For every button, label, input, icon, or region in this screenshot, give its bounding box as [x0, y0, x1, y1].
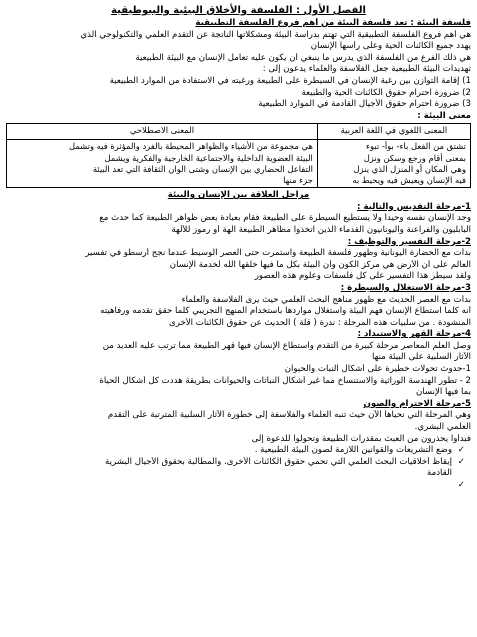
list-item: 1) إقامة التوازن بين رغبة الإنسان في السيطرة على الطبيعة ورغبته في الاستفادة من الموارد الطبيعية [109, 75, 471, 86]
cell-line: بمعنى أقام ورجع وسكن ونزل [363, 152, 466, 163]
text-line: بدأت مع الحضارة اليونانية وظهور فلسفة الطبيعة واستمرت حتى العصر الوسيط عندما نجح أرسطو في تفسير [85, 248, 471, 259]
cell-line: تشتق من الفعل باء- بوأ- تبوء [366, 141, 466, 152]
technical-meaning-cell [7, 140, 318, 188]
bullet-text: إيقاظ أخلاقيات البحث العلمي التي تحمي حقوق الكائنات الأخرى. والمطالبة بحقوق الأجيال البشرية [105, 456, 452, 467]
chapter-title: الفصل الأول : الفلسفة والأخلاق البيئية والبيوطيقية [111, 5, 366, 16]
text-line: بما فيها الإنسان [416, 387, 471, 398]
text-line: العالم على أن الأرض هي مركز الكون وأن البيئة بكل ما فيها خلقها الله لخدمة الإنسان [169, 259, 471, 270]
text-line: هي أهم فروع الفلسفة التطبيقية التي تهتم بدراسة البيئة ومشكلاتها الناتجة عن التقدم العلمي والتكنولوجي الذي [80, 29, 471, 40]
text-line: وهي المرحلة التي نحياها الآن حيث تنبه العلماء والفلاسفة إلى خطورة الآثار السلبية المترتبة على التقدم [107, 410, 471, 421]
text-line: وجد الإنسان نفسه وحيدا ولا يستطيع السيطرة على الطبيعة فقام بعبادة بعض ظواهر الطبيعة كما حدث مع [99, 213, 471, 224]
cell-line: هي مجموعة من الأشياء والظواهر المحيطة بالفرد والمؤثرة فيه وتشمل [68, 141, 313, 152]
text-line: المنشودة . من سلبيات هذه المرحلة : ندرة ( قلة ) الحديث عن حقوق الكائنات الأخرى [168, 317, 471, 328]
text-line: يهدد جميع الكائنات الحية وعلى رأسها الإنسان [310, 41, 471, 52]
checkmark-icon: ✓ [457, 456, 465, 467]
bullet-item [6, 445, 471, 457]
table-header-linguistic: المعنى اللغوي في اللغة العربية [317, 124, 470, 140]
bullet-text: وضع التشريعات والقوانين اللازمة لصون البيئة الطبيعية . [254, 445, 452, 456]
bullet-item [6, 457, 471, 469]
text-line: الآثار السلبية على البيئة منها [372, 352, 471, 363]
list-item: 2) ضرورة احترام حقوق الكائنات الحية والطبيعة [301, 87, 471, 98]
cell-line: التفاعل الحضاري بين الإنسان وشتى الوان الثقافة التي تعد البيئة [92, 163, 313, 174]
stage-title: 5-مرحلة الاحترام والصون [363, 398, 471, 409]
text-line: العلمي البشري. [414, 422, 471, 433]
env-philosophy-heading: فلسفة البيئة : تعد فلسفة البيئة من أهم فروع الفلسفة التطبيقية [195, 18, 471, 28]
stage-title: 2-مرحلة التفسير والتوظيف : [347, 236, 471, 247]
stage-title: 3-مرحلة الاستغلال والسيطرة : [340, 282, 471, 293]
text-line: فبدأوا يحذرون من العبث بمقدرات الطبيعة وتحولوا للدعوة إلى [251, 433, 471, 444]
text-line: هي ذلك الفرع من الفلسفة الذي يدرس ما ينبغي أن يكون عليه تعامل الإنسان مع البيئة الطبيعية [135, 52, 471, 63]
text-line: بدأت مع العصر الحديث مع ظهور مناهج البحث العلمي حيث يرى الفلاسفة والعلماء [181, 294, 471, 305]
bullet-item [6, 480, 471, 492]
text-line: ولقد سيطر هذا التفسير على كل فلسفات وعلوم هذه العصور [254, 271, 471, 282]
text-line: 1-حدوث تحولات خطيرة على أشكال النبات والحيوان [284, 364, 471, 375]
text-line: أنه كلما استطاع الإنسان فهم البيئة واستغلال مواردها باستخدام المنهج التجريبي كلما حقق تقدمه ورفاهيته [100, 306, 471, 317]
text-line: تهديدات البيئة الطبيعية جعل الفلاسفة والعلماء يدعون إلى : [262, 64, 471, 75]
table-header-technical: المعنى الاصطلاحي [7, 124, 318, 140]
stage-title: 1-مرحلة التقديس والتالية : [357, 201, 471, 212]
text-line: القادمة [426, 468, 452, 479]
text-line: البابليون والفراعنة واليونانيون القدماء الذين اتخذوا مظاهر الطبيعة آلهة أو رموز للآلهة [171, 224, 471, 235]
cell-line: البيئة العضوية الداخلية والاجتماعية الخارجية والفكرية ويشمل [104, 152, 313, 163]
meaning-table [6, 123, 471, 188]
list-item: 3) ضرورة احترام حقوق الأجيال القادمة في الموارد الطبيعية [258, 99, 471, 110]
cell-line: جزء منها [283, 174, 313, 185]
linguistic-meaning-cell [317, 140, 470, 188]
cell-line: فيه الإنسان ويعيش فيه ويحيط به [352, 174, 466, 185]
checkmark-icon: ✓ [457, 445, 465, 456]
stage-title: 4-مرحلة القهر والاستبداد : [357, 329, 471, 340]
text-line: 2 - تطور الهندسة الوراثية والاستنساخ مما غير أشكال النباتات والحيوانات بطريقة هددت كل أشكال الحياة [99, 375, 471, 386]
text-line: وصل العلم المعاصر مرحلة كبيرة من التقدم واستطاع الإنسان فيها قهر الطبيعة مما ترتب عليه العديد من [102, 340, 471, 351]
cell-line: وهي المكان أو المنزل الذي ينزل [353, 163, 466, 174]
relationship-heading: مراحل العلاقة بين الإنسان والبيئة [167, 190, 310, 201]
meaning-heading: معنى البيئة : [417, 110, 471, 121]
checkmark-icon: ✓ [457, 480, 465, 490]
